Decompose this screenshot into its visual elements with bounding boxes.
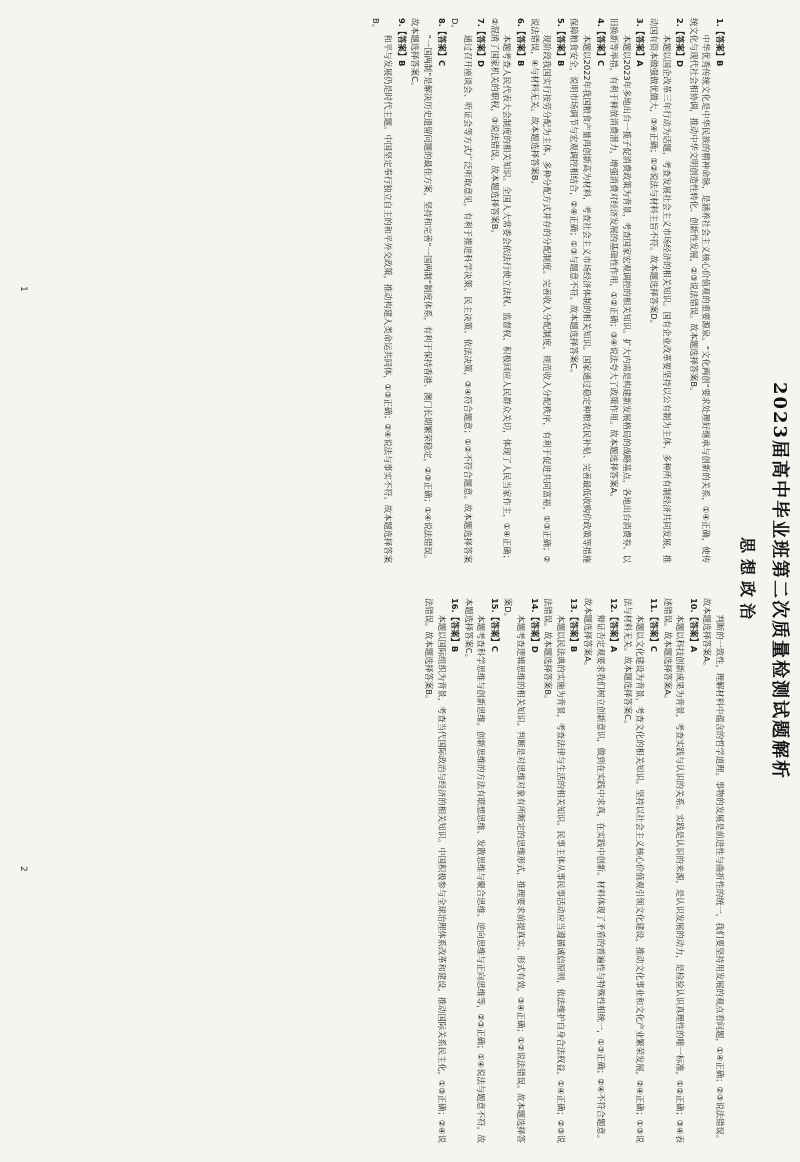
answer-explanation: 本题以国企改革三年行动为话题，考查发展社会主义市场经济的相关知识。国有企业改革要坚持以公有制为主体、多种所有制经济共同发展，推动国有资本做强做优做大，③④正确；①②说法与材料主旨不符。故本题选择答案D。	[649, 18, 672, 563]
document-title: 2023届高中毕业班第二次质量检测试题解析	[769, 381, 790, 781]
answer-explanation: 和平与发展仍是时代主题。中国坚定奉行独立自主的和平外交政策，推动构建人类命运共同体，①③正确；②④说法与事实不符。故本题选择答案B。	[370, 18, 394, 563]
page-number-right: 2	[18, 866, 28, 872]
answer-heading: 13.【答案】B	[569, 598, 580, 653]
answer-heading: 2.【答案】D	[675, 18, 686, 67]
column-right	[36, 598, 726, 1143]
answer-heading: 8.【答案】C	[436, 18, 447, 67]
answer-explanation: 通过召开座谈会、听证会等方式广泛听取意见，有利于推进科学决策、民主决策、依法决策，③④符合题意；①②不符合题意。故本题选择答案D。	[450, 18, 473, 563]
column-left	[36, 18, 726, 563]
answer-explanation: 本题以2023年多地出台一揽子促消费政策为背景，考查国家宏观调控的相关知识。扩大内需是构建新发展格局的战略基点，各地出台消费券、以旧换新等举措，有利于释放消费潜力，增强消费对经济发展的基础性作用，①②正确；③④说法夸大了政策作用。故本题选择答案A。	[609, 18, 632, 563]
page-number-left: 1	[18, 286, 28, 292]
answer-explanation: 辩证否定观要求我们树立创新意识，做到在实践中求真，在实践中创新。材料体现了矛盾的普遍性与特殊性相统一，①③正确；②④不符合题意。故本题选择答案A。	[583, 598, 606, 1143]
answer-heading: 7.【答案】D	[476, 18, 487, 67]
answer-heading: 6.【答案】B	[516, 18, 527, 67]
answer-explanation: 现阶段我国实行按劳分配为主体、多种分配方式并存的分配制度。完善收入分配制度，规范收入分配秩序，有利于促进共同富裕，①③正确；②说法错误，④与材料无关。故本题选择答案B。	[529, 18, 553, 563]
answer-heading: 9.【答案】B	[396, 18, 407, 67]
answer-heading: 4.【答案】C	[595, 18, 606, 67]
answer-heading: 14.【答案】D	[529, 598, 540, 653]
answer-explanation: 中华优秀传统文化是中华民族的精神命脉，是涵养社会主义核心价值观的重要源泉。“文化两创”要求处理好继承与创新的关系，①④正确，使传统文化与现代社会相协调，推动中华文明创造性转化、创新性发展，②③说法错误。故本题选择答案B。	[688, 18, 712, 563]
answer-heading: 16.【答案】B	[450, 598, 461, 653]
answer-heading: 1.【答案】B	[715, 18, 725, 67]
answer-explanation: 本题考查科学思维与创新思维。创新思维的方法有联想思维、发散思维与聚合思维、逆向思维与正向思维等，②③正确；①④说法与题意不符。故本题选择答案C。	[463, 598, 487, 1143]
answer-explanation: 本题以民法典的实施为背景，考查法律与生活的相关知识。民事主体从事民事活动应当遵循诚信原则，依法维护自身合法权益，①④正确；②③说法错误。故本题选择答案B。	[543, 598, 566, 1143]
answer-explanation: 本题以2022年我国粮食产量再创新高为材料，考查社会主义市场经济体制的相关知识。国家通过稳定种粮农民补贴、完善最低收购价政策等措施保障粮食安全，说明市场调节与宏观调控相结合，②④正确；①③与题意不符。故本题选择答案C。	[569, 18, 593, 563]
answer-explanation: 本题考查逻辑思维的相关知识。判断是对思维对象有所断定的思维形式，推理要求前提真实、形式有效，③④正确；①②说法错误。故本题选择答案D。	[503, 598, 527, 1143]
answer-explanation: 本题以国际组织为背景，考查当代国际政治与经济的相关知识。中国积极参与全球治理体系改革和建设，推动国际关系民主化，①③正确；②④说法错误。故本题选择答案B。	[423, 598, 447, 1143]
answer-heading: 3.【答案】A	[635, 18, 646, 67]
answer-heading: 12.【答案】A	[609, 598, 620, 653]
answer-explanation: “一国两制”是解决历史遗留问题的最佳方案，坚持和完善“一国两制”制度体系，有利于保持香港、澳门长期繁荣稳定，②③正确；①④说法错误。故本题选择答案C。	[410, 18, 433, 563]
answer-explanation: 本题以科技创新成果为背景，考查实践与认识的关系。实践是认识的来源，是认识发展的动力，是检验认识真理性的唯一标准，①②正确；③④表述错误。故本题选择答案A。	[662, 598, 686, 1143]
answer-heading: 5.【答案】B	[555, 18, 566, 67]
answer-heading: 15.【答案】C	[489, 598, 500, 652]
answer-heading: 11.【答案】C	[649, 598, 660, 652]
answer-explanation: 判断的一致性，理解材料中蕴含的哲学道理。事物的发展是前进性与曲折性的统一，我们要坚持用发展的观点看问题，①④正确；②③说法错误。故本题选择答案A。	[702, 598, 725, 1143]
answer-explanation: 本题以文化建设为背景，考查文化的相关知识。坚持以社会主义核心价值观引领文化建设，推动文化事业和文化产业繁荣发展，②④正确；①③说法与材料无关。故本题选择答案C。	[622, 598, 646, 1143]
subject-heading: 思想政治	[738, 536, 757, 625]
answer-heading: 10.【答案】A	[688, 598, 699, 653]
answer-explanation: 本题考查人民代表大会制度的相关知识。全国人大常委会依法行使立法权、监督权，积极回应人民群众关切，体现了人民当家作主，①④正确；②混淆了国家机关的职权，③说法错误。故本题选择答案B。	[489, 18, 513, 563]
